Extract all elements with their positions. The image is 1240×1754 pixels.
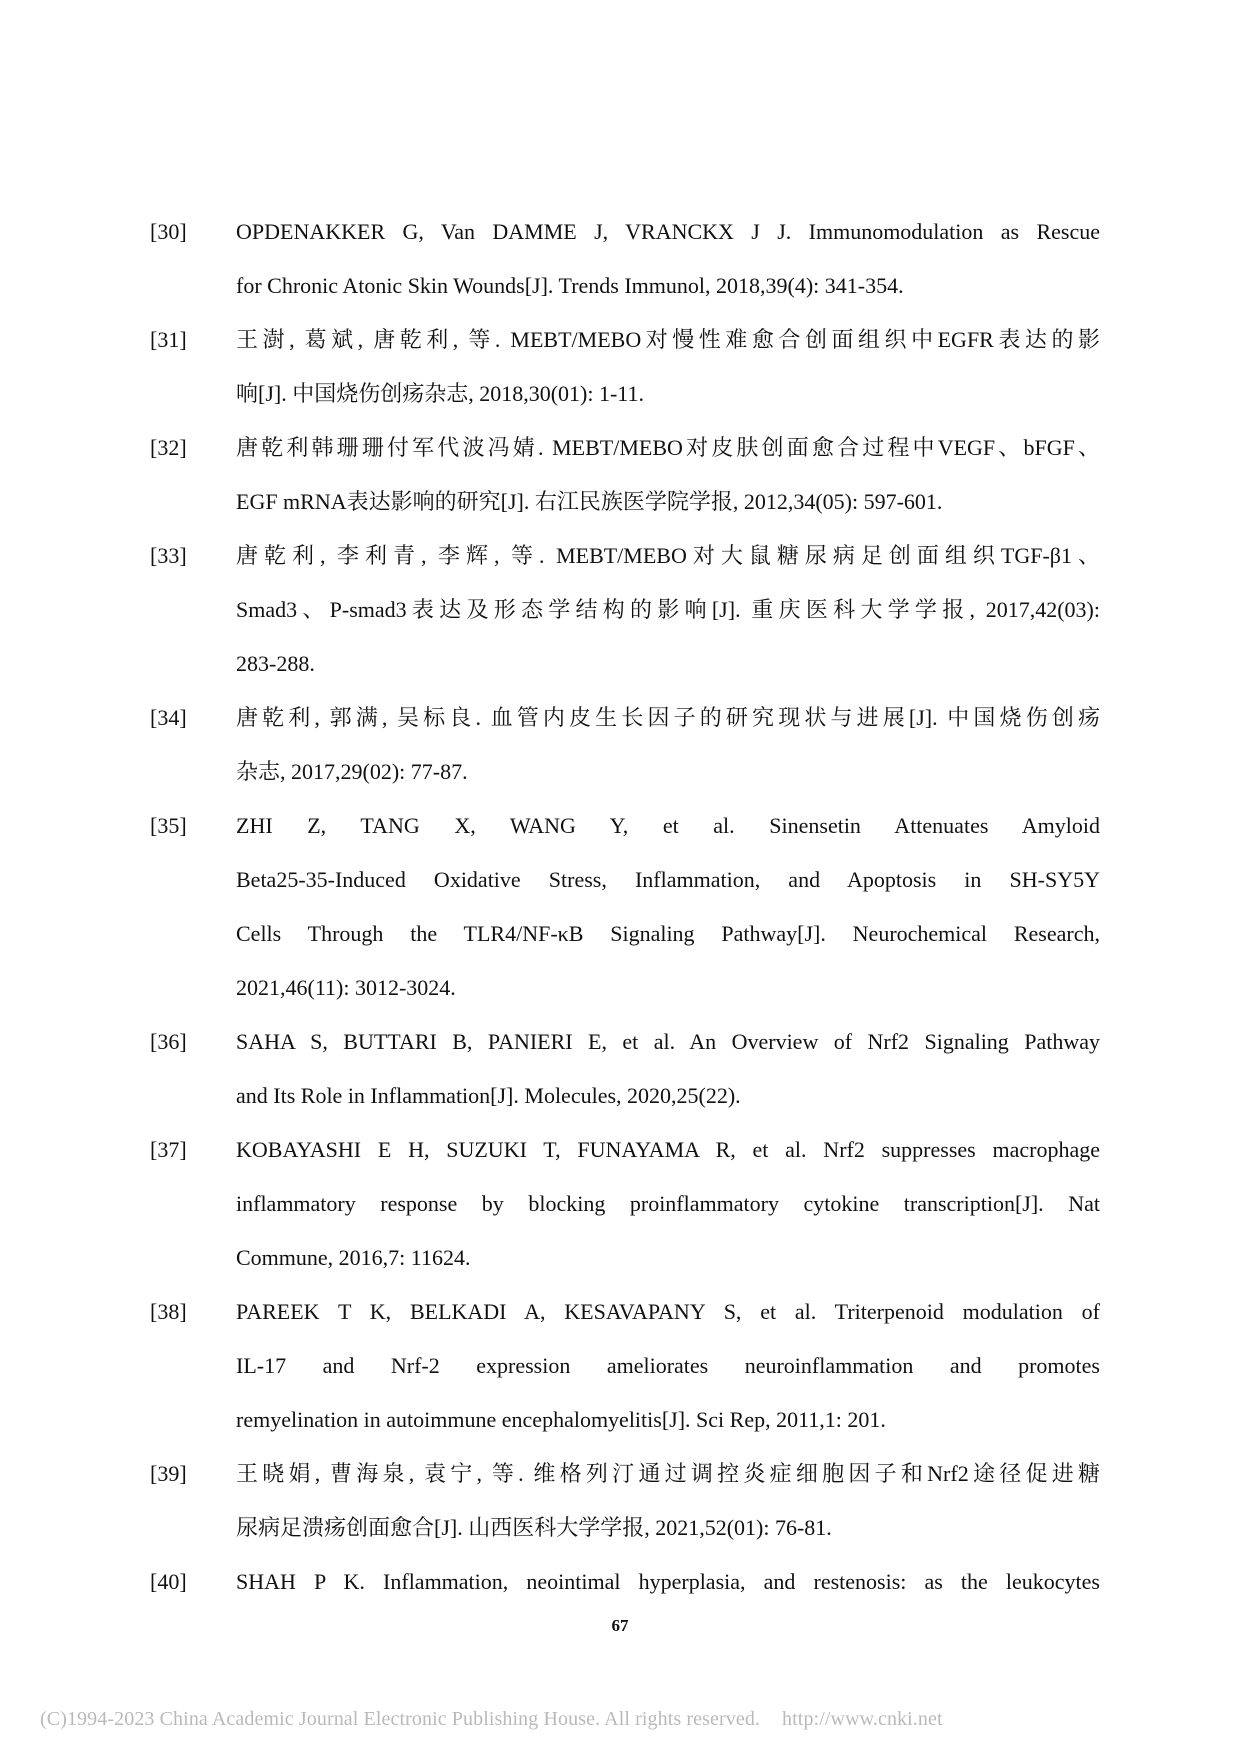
reference-text-line: KOBAYASHI E H, SUZUKI T, FUNAYAMA R, et al. Nrf2 suppresses macrophage: [236, 1137, 1100, 1162]
reference-number: [40]: [150, 1569, 187, 1594]
page-number: 67: [611, 1616, 629, 1635]
reference-number: [32]: [150, 435, 187, 460]
reference-text-line: PAREEK T K, BELKADI A, KESAVAPANY S, et al. Triterpenoid modulation of: [236, 1299, 1100, 1324]
reference-text-line: 王澍, 葛斌, 唐乾利, 等. MEBT/MEBO对慢性难愈合创面组织中EGFR表达的影: [236, 327, 1100, 352]
reference-text-line: ZHI Z, TANG X, WANG Y, et al. Sinensetin Attenuates Amyloid: [236, 813, 1100, 838]
copyright-footer: [40, 1708, 943, 1731]
reference-number: [36]: [150, 1029, 187, 1054]
reference-text-line: 响[J]. 中国烧伤创疡杂志, 2018,30(01): 1-11.: [236, 381, 644, 406]
reference-text-line: 杂志, 2017,29(02): 77-87.: [236, 759, 468, 784]
reference-text-line: 唐乾利韩珊珊付军代波冯婧. MEBT/MEBO对皮肤创面愈合过程中VEGF、bFGF、: [236, 435, 1100, 460]
reference-text-line: 王晓娟, 曹海泉, 袁宁, 等. 维格列汀通过调控炎症细胞因子和Nrf2途径促进糖: [236, 1461, 1100, 1486]
reference-text-line: Commune, 2016,7: 11624.: [236, 1245, 471, 1270]
reference-text-line: Beta25-35-Induced Oxidative Stress, Inflammation, and Apoptosis in SH-SY5Y: [236, 867, 1100, 892]
reference-text-line: Smad3、P-smad3表达及形态学结构的影响[J]. 重庆医科大学学报, 2017,42(03):: [236, 597, 1100, 622]
reference-number: [38]: [150, 1299, 187, 1324]
reference-number: [31]: [150, 327, 187, 352]
reference-text-line: 唐乾利, 郭满, 吴标良. 血管内皮生长因子的研究现状与进展[J]. 中国烧伤创疡: [236, 705, 1100, 730]
reference-text-line: 283-288.: [236, 651, 315, 676]
reference-text-line: SAHA S, BUTTARI B, PANIERI E, et al. An Overview of Nrf2 Signaling Pathway: [236, 1029, 1100, 1054]
footer-url: http://www.cnki.net: [782, 1708, 943, 1730]
reference-text-line: 2021,46(11): 3012-3024.: [236, 975, 456, 1000]
reference-text-line: Cells Through the TLR4/NF-κB Signaling Pathway[J]. Neurochemical Research,: [236, 921, 1100, 946]
reference-text-line: OPDENAKKER G, Van DAMME J, VRANCKX J J. Immunomodulation as Rescue: [236, 219, 1100, 244]
reference-text-line: remyelination in autoimmune encephalomyelitis[J]. Sci Rep, 2011,1: 201.: [236, 1407, 886, 1432]
reference-number: [30]: [150, 219, 187, 244]
reference-text-line: 唐乾利, 李利青, 李辉, 等. MEBT/MEBO对大鼠糖尿病足创面组织TGF-β1、: [236, 543, 1100, 568]
reference-number: [37]: [150, 1137, 187, 1162]
reference-number: [33]: [150, 543, 187, 568]
reference-text-line: for Chronic Atonic Skin Wounds[J]. Trends Immunol, 2018,39(4): 341-354.: [236, 273, 904, 298]
reference-text-line: SHAH P K. Inflammation, neointimal hyperplasia, and restenosis: as the leukocytes: [236, 1569, 1100, 1594]
reference-text-line: IL-17 and Nrf-2 expression ameliorates neuroinflammation and promotes: [236, 1353, 1100, 1378]
reference-number: [34]: [150, 705, 187, 730]
copyright-text: (C)1994-2023 China Academic Journal Electronic Publishing House. All rights reserved.: [40, 1708, 761, 1730]
reference-number: [35]: [150, 813, 187, 838]
reference-text-line: and Its Role in Inflammation[J]. Molecules, 2020,25(22).: [236, 1083, 741, 1108]
reference-text-line: 尿病足溃疡创面愈合[J]. 山西医科大学学报, 2021,52(01): 76-81.: [236, 1515, 832, 1540]
reference-text-line: inflammatory response by blocking proinflammatory cytokine transcription[J]. Nat: [236, 1191, 1100, 1216]
reference-text-line: EGF mRNA表达影响的研究[J]. 右江民族医学院学报, 2012,34(05): 597-601.: [236, 489, 943, 514]
reference-number: [39]: [150, 1461, 187, 1486]
